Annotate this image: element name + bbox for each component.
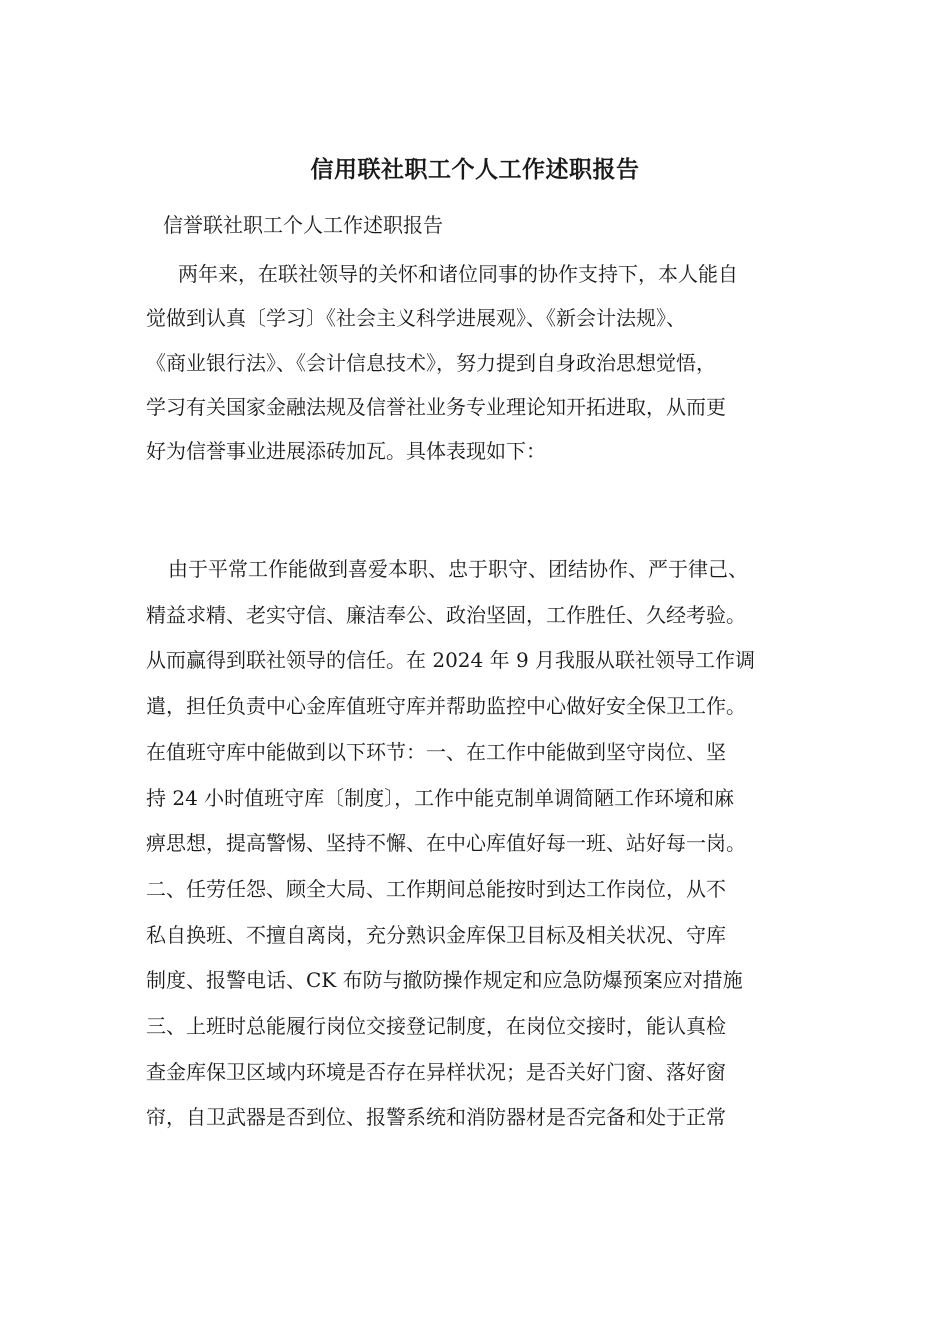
paragraph-line: 精益求精、老实守信、廉洁奉公、政治坚固，工作胜任、久经考验。 xyxy=(146,602,746,627)
paragraph-line: 《商业银行法》、《会计信息技术》，努力提到自身政治思想觉悟， xyxy=(146,350,716,375)
paragraph-line: 私自换班、不擅自离岗，充分熟识金库保卫目标及相关状况、守库 xyxy=(146,922,726,947)
paragraph-line: 持 24 小时值班守库〔制度〕，工作中能克制单调简陋工作环境和麻 xyxy=(146,785,735,810)
paragraph-line: 帘，自卫武器是否到位、报警系统和消防器材是否完备和处于正常 xyxy=(146,1105,726,1130)
paragraph-intro xyxy=(146,252,826,473)
paragraph-line: 二、任劳任怨、顾全大局、工作期间总能按时到达工作岗位，从不 xyxy=(146,876,726,901)
paragraph-line: 遣，担任负责中心金库值班守库并帮助监控中心做好安全保卫工作。 xyxy=(146,694,746,719)
paragraph-line: 痹思想，提高警惕、坚持不懈、在中心库值好每一班、站好每一岗。 xyxy=(146,831,746,856)
document-title: 信用联社职工个人工作述职报告 xyxy=(310,157,640,183)
paragraph-line: 好为信誉事业进展添砖加瓦。具体表现如下： xyxy=(146,439,546,464)
paragraph-line: 觉做到认真〔学习〕《社会主义科学进展观》、《新会计法规》、 xyxy=(146,306,686,331)
document-subtitle: 信誉联社职工个人工作述职报告 xyxy=(163,213,443,237)
paragraph-line: 查金库保卫区域内环境是否存在异样状况；是否关好门窗、落好窗 xyxy=(146,1059,726,1084)
paragraph-line: 由于平常工作能做到喜爱本职、忠于职守、团结协作、严于律己、 xyxy=(168,557,748,581)
paragraph-line: 学习有关国家金融法规及信誉社业务专业理论知开拓进取，从而更 xyxy=(146,394,726,419)
paragraph-line: 在值班守库中能做到以下环节：一、在工作中能做到坚守岗位、坚 xyxy=(146,739,726,764)
paragraph-line: 制度、报警电话、CK 布防与撤防操作规定和应急防爆预案应对措施 xyxy=(146,968,743,993)
paragraph-work-details xyxy=(146,547,826,1141)
paragraph-line: 从而赢得到联社领导的信任。在 2024 年 9 月我服从联社领导工作调 xyxy=(146,648,756,673)
paragraph-line: 两年来，在联社领导的关怀和诸位同事的协作支持下，本人能自 xyxy=(178,262,738,286)
paragraph-line: 三、上班时总能履行岗位交接登记制度，在岗位交接时，能认真检 xyxy=(146,1014,726,1039)
